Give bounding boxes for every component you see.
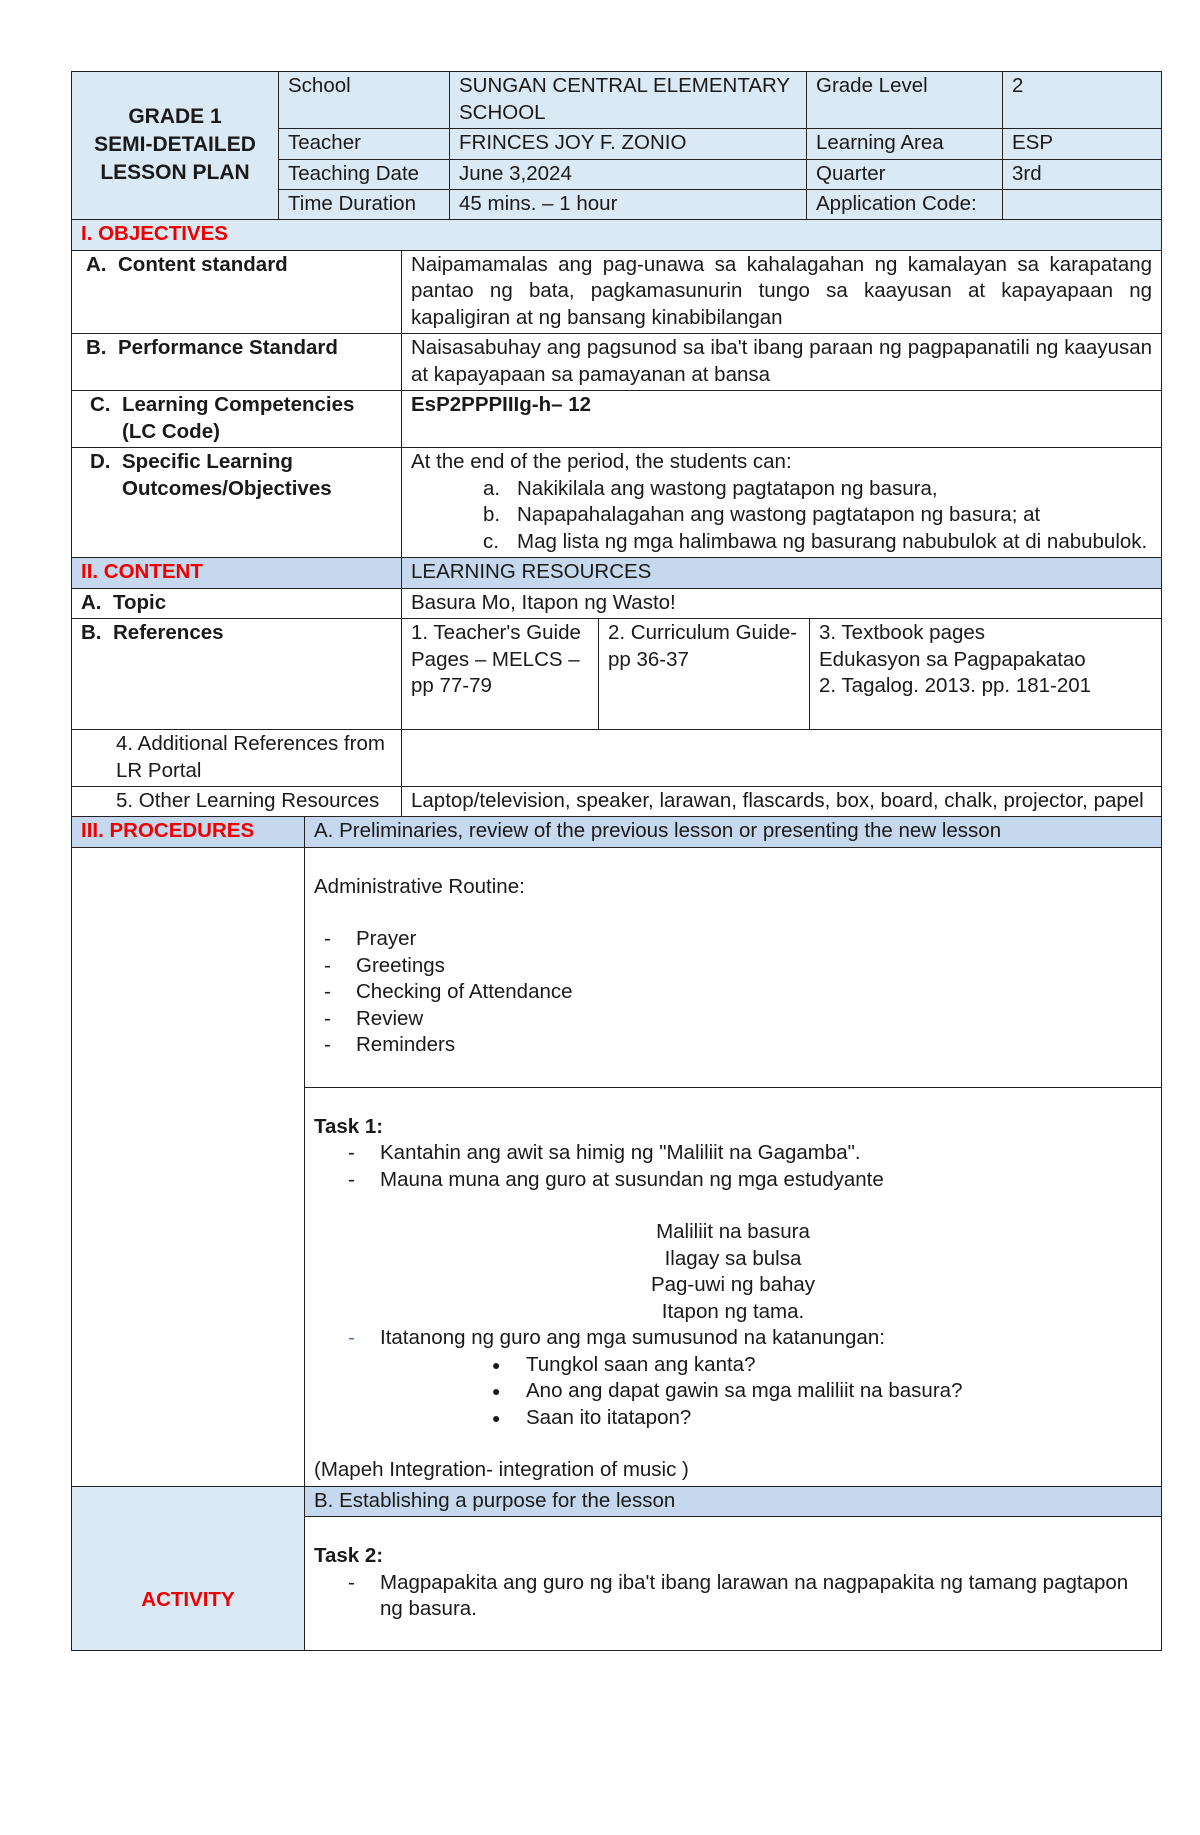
task-2-title: Task 2: — [314, 1544, 384, 1567]
area-label: Learning Area — [807, 129, 1003, 160]
task-2-item: - Magpapakita ang guro ng iba't ibang larawan na nagpapakita ng tamang pagtapon ng basura. — [348, 1570, 1152, 1623]
questions-list — [314, 1352, 1152, 1432]
content-standard-label: A. Content standard — [72, 250, 402, 334]
specific-objectives-cell — [402, 448, 1162, 558]
part-a-heading: A. Preliminaries, review of the previous lesson or presenting the new lesson — [305, 817, 1162, 848]
objectives-heading: I. OBJECTIVES — [72, 220, 1162, 251]
learning-resources-heading: LEARNING RESOURCES — [402, 558, 1162, 589]
question-intro: - Itatanong ng guro ang mga sumusunod na katanungan: — [348, 1325, 1152, 1352]
additional-references-label: 4. Additional References from LR Portal — [72, 730, 402, 787]
title-line-3: LESSON PLAN — [100, 161, 250, 185]
reference-textbook: 3. Textbook pages Edukasyon sa Pagpapakatao 2. Tagalog. 2013. pp. 181-201 — [810, 619, 1162, 730]
appcode-label: Application Code: — [807, 190, 1003, 221]
song-line: Maliliit na basura — [656, 1220, 810, 1243]
specific-objectives-intro: At the end of the period, the students can: — [411, 450, 792, 473]
task-2-cell — [305, 1517, 1162, 1651]
song-lyrics — [314, 1219, 1152, 1325]
routine-item: - Prayer — [324, 926, 1152, 953]
topic-label: A. Topic — [72, 588, 402, 619]
task-1-title: Task 1: — [314, 1114, 384, 1138]
routine-item: - Checking of Attendance — [324, 979, 1152, 1006]
song-line: Pag-uwi ng bahay — [650, 1273, 816, 1296]
other-resources-value: Laptop/television, speaker, larawan, flascards, box, board, chalk, projector, papel — [402, 787, 1162, 818]
competencies-label: C. Learning Competencies (LC Code) — [72, 391, 402, 448]
title-line-2: SEMI-DETAILED — [94, 133, 256, 157]
teacher-label: Teacher — [279, 129, 450, 160]
quarter-value: 3rd — [1003, 159, 1162, 190]
routine-list — [314, 926, 1152, 1059]
duration-label: Time Duration — [279, 190, 450, 221]
topic-value: Basura Mo, Itapon ng Wasto! — [402, 588, 1162, 619]
lesson-plan-page — [71, 71, 1161, 1651]
routine-item: - Greetings — [324, 953, 1152, 980]
question-item: ● Saan ito itatapon? — [492, 1405, 1152, 1432]
date-value: June 3,2024 — [450, 159, 807, 190]
task-1-item: - Mauna muna ang guro at susundan ng mga estudyante — [348, 1167, 1152, 1194]
area-value: ESP — [1003, 129, 1162, 160]
question-item: ● Tungkol saan ang kanta? — [492, 1352, 1152, 1379]
specific-objectives-list — [411, 476, 1152, 556]
task-2-list — [314, 1570, 1152, 1623]
routine-item: - Reminders — [324, 1032, 1152, 1059]
quarter-label: Quarter — [807, 159, 1003, 190]
duration-value: 45 mins. – 1 hour — [450, 190, 807, 221]
school-value: SUNGAN CENTRAL ELEMENTARY SCHOOL — [450, 72, 807, 129]
grade-value: 2 — [1003, 72, 1162, 129]
references-label: B. References — [72, 619, 402, 730]
objective-item: b. Napapahalagahan ang wastong pagtatapon ng basura; at — [483, 503, 1041, 526]
school-label: School — [279, 72, 450, 129]
question-item: ● Ano ang dapat gawin sa mga maliliit na basura? — [492, 1378, 1152, 1405]
question-intro-list — [314, 1325, 1152, 1352]
content-heading: II. CONTENT — [72, 558, 402, 589]
header-table — [71, 71, 1162, 221]
objective-item: a. Nakikilala ang wastong pagtatapon ng basura, — [483, 476, 938, 500]
competencies-code: EsP2PPPIIIg-h– 12 — [402, 391, 1162, 448]
reference-teachers-guide: 1. Teacher's Guide Pages – MELCS –pp 77-79 — [402, 619, 599, 730]
grade-label: Grade Level — [807, 72, 1003, 129]
task-1-cell — [305, 1087, 1162, 1486]
teacher-value: FRINCES JOY F. ZONIO — [450, 129, 807, 160]
date-label: Teaching Date — [279, 159, 450, 190]
administrative-routine-cell — [305, 847, 1162, 1087]
song-line: Ilagay sa bulsa — [664, 1246, 802, 1270]
song-line: Itapon ng tama. — [661, 1299, 805, 1323]
integration-note: (Mapeh Integration- integration of music ) — [314, 1458, 689, 1481]
appcode-value — [1003, 190, 1162, 221]
title-line-1: GRADE 1 — [128, 105, 222, 129]
routine-item: - Review — [324, 1006, 1152, 1033]
procedures-table — [71, 816, 1162, 1651]
reference-curriculum-guide: 2. Curriculum Guide- pp 36-37 — [599, 619, 810, 730]
objective-item: c. Mag lista ng mga halimbawa ng basurang nabubulok at di nabubulok. — [483, 529, 1148, 553]
lesson-plan-title — [72, 72, 279, 221]
activity-label: ACTIVITY — [72, 1486, 305, 1650]
performance-standard-label: B. Performance Standard — [72, 334, 402, 391]
content-standard-text: Naipamamalas ang pag-unawa sa kahalagahan ng kamalayan sa karapatang pantao ng bata, pagkamasunurin tungo sa kaayusan at kapayapaan ng kapaligiran at ng bansang kinabibilangan — [402, 250, 1162, 334]
procedures-left-column — [72, 847, 305, 1486]
additional-references-value — [402, 730, 1162, 787]
task-1-list — [314, 1140, 1152, 1193]
performance-standard-text: Naisasabuhay ang pagsunod sa iba't ibang paraan ng pagpapanatili ng kaayusan at kapayapaan sa pamayanan at bansa — [402, 334, 1162, 391]
task-1-item: - Kantahin ang awit sa himig ng "Maliliit na Gagamba". — [348, 1140, 1152, 1167]
specific-objectives-label: D. Specific Learning Outcomes/Objectives — [72, 448, 402, 558]
part-b-heading: B. Establishing a purpose for the lesson — [305, 1486, 1162, 1517]
routine-title: Administrative Routine: — [314, 874, 525, 898]
other-resources-label: 5. Other Learning Resources — [72, 787, 402, 818]
procedures-heading: III. PROCEDURES — [72, 817, 305, 848]
objectives-content-table — [71, 219, 1162, 818]
